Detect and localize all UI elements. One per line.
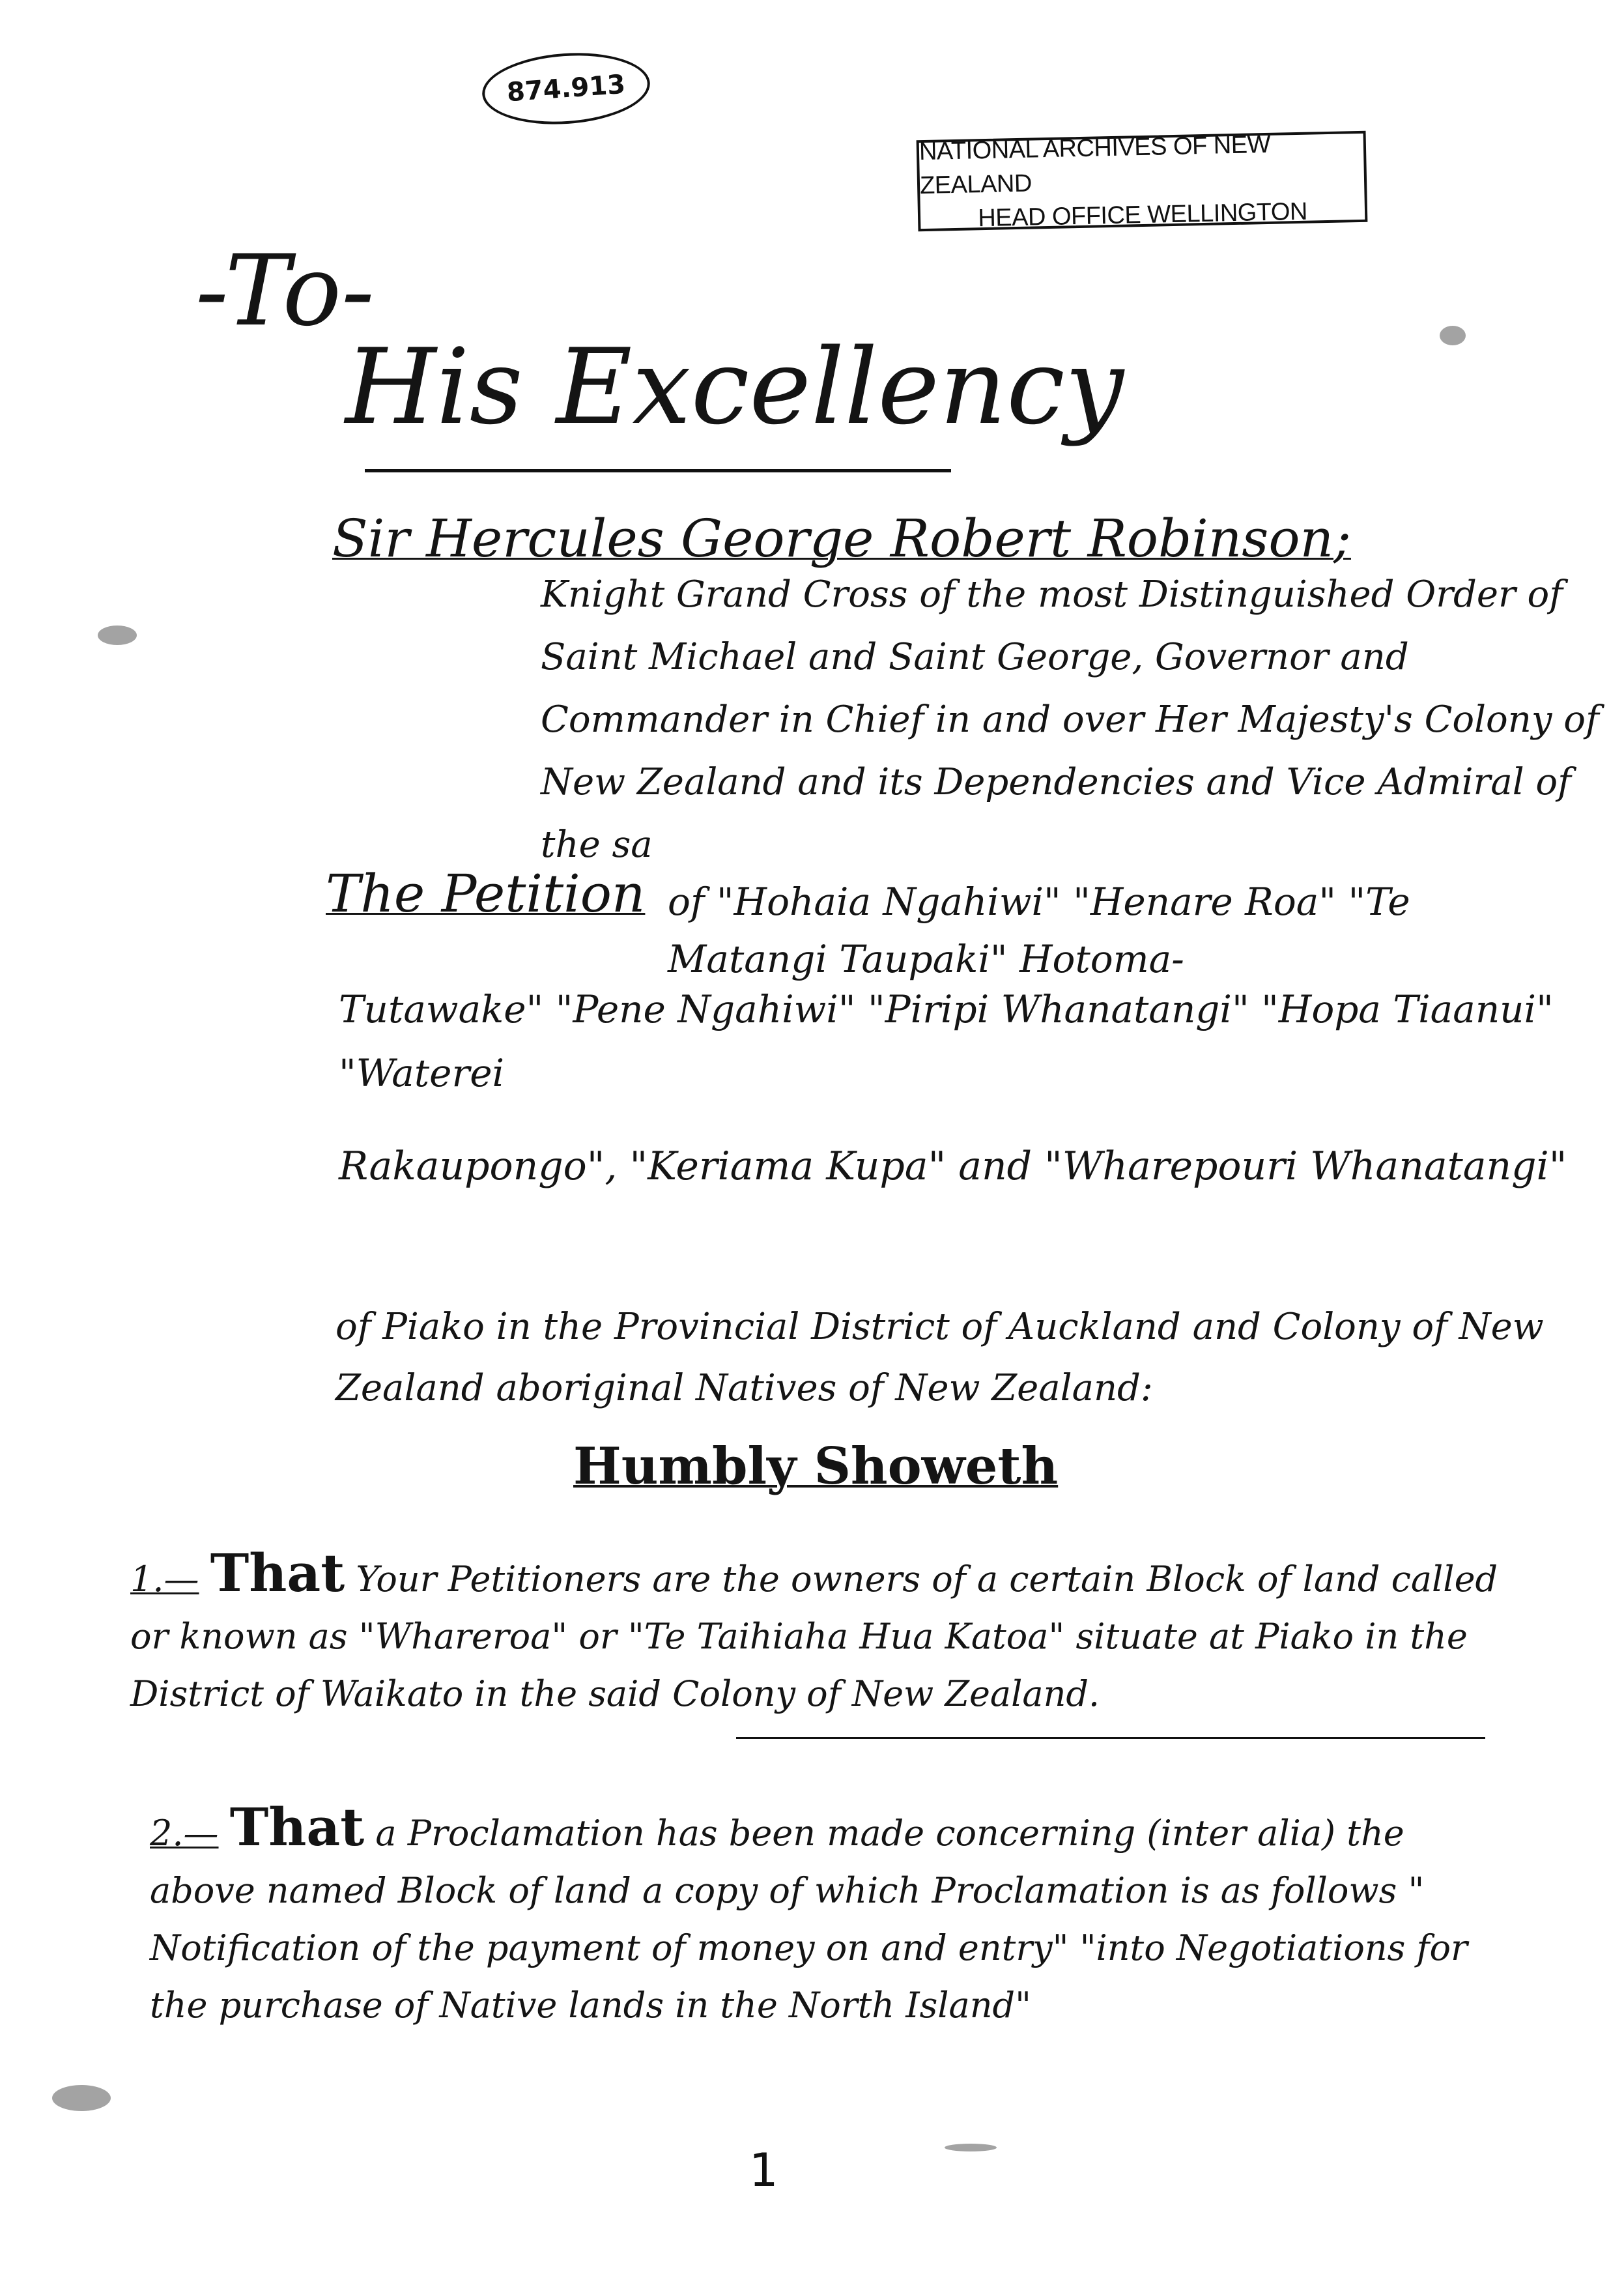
petitioner-names-line3: Rakaupongo", "Keriama Kupa" and "Wharepouri Whanatangi" — [339, 1144, 1567, 1189]
reference-number: 874.913 — [506, 69, 627, 108]
paragraph-1-that: That — [210, 1542, 345, 1604]
petition-heading: The Petition — [326, 863, 646, 924]
petitioner-names-line2: Tutawake" "Pene Ngahiwi" "Piripi Whanatangi" "Hopa Tiaanui" "Waterei — [339, 987, 1554, 1095]
humbly-showeth-heading: Humbly Showeth — [573, 1437, 1059, 1496]
archive-stamp-line2: HEAD OFFICE WELLINGTON — [977, 197, 1308, 233]
salutation-to: -To- — [195, 235, 375, 348]
page-number: 1 — [749, 2144, 778, 2197]
paragraph-2-text: a Proclamation has been made concerning (inter alia) the above named Block of land a copy of which Proclamation is as follows " Notification of the payment of money on and entry" "into Negotiations for the purchase of Native lands in the North Island" — [150, 1813, 1468, 2026]
archive-stamp — [917, 131, 1368, 231]
archive-stamp-line1: NATIONAL ARCHIVES OF NEW ZEALAND — [919, 130, 1271, 200]
paragraph-2 — [150, 1798, 1505, 2034]
governor-titles: Knight Grand Cross of the most Distinguished Order of Saint Michael and Saint George, Governor and Commander in Chief in and over Her Majesty's Colony of New Zealand and its Dependencies and Vice Admiral of the sa — [541, 573, 1599, 866]
paragraph-2-that: That — [229, 1796, 365, 1858]
governor-name: Sir Hercules George Robert Robinson; — [332, 508, 1351, 569]
paragraph-2-number: 2.— — [150, 1813, 219, 1854]
scan-speck — [1440, 326, 1466, 345]
petitioner-names-line1: of "Hohaia Ngahiwi" "Henare Roa" "Te Matangi Taupaki" Hotoma- — [668, 880, 1410, 981]
paragraph-1-end-rule — [736, 1737, 1485, 1739]
scan-speck — [52, 2085, 111, 2111]
reference-number-stamp — [480, 48, 653, 130]
salutation-excellency: His Excellency — [345, 326, 1124, 448]
scan-speck — [945, 2144, 997, 2151]
scan-speck — [98, 626, 137, 645]
petitioners-location: of Piako in the Provincial District of Auckland and Colony of New Zealand aboriginal Natives of New Zealand: — [335, 1306, 1544, 1409]
paragraph-1-number: 1.— — [130, 1559, 199, 1600]
excellency-underline — [365, 469, 951, 472]
paragraph-1 — [130, 1544, 1498, 1723]
paragraph-1-text: Your Petitioners are the owners of a certain Block of land called or known as "Whareroa" or "Te Taihiaha Hua Katoa" situate at Piako in the District of Waikato in the said Colony of New Zealand. — [130, 1559, 1498, 1714]
